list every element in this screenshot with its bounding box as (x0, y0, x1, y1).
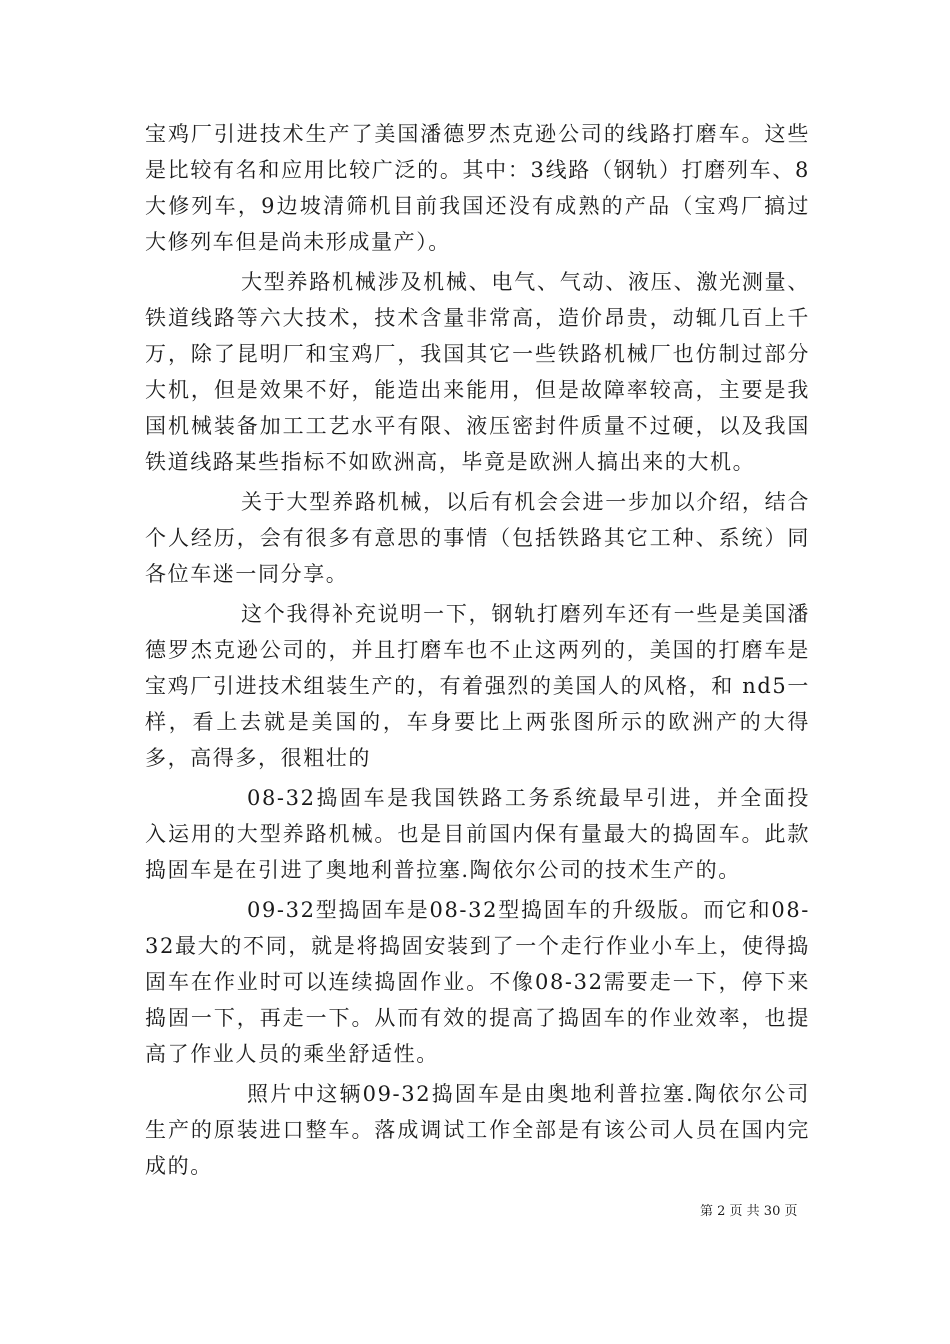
paragraph-6: 09-32型捣固车是08-32型捣固车的升级版。而它和08-32最大的不同，就是将捣固安装到了一个走行作业小车上，使得捣固车在作业时可以连续捣固作业。不像08-32需要走一下，停下来捣固一下，再走一下。从而有效的提高了捣固车的作业效率，也提高了作业人员的乘坐舒适性。 (145, 898, 810, 1066)
paragraph-3: 关于大型养路机械，以后有机会会进一步加以介绍，结合个人经历，会有很多有意思的事情（包括铁路其它工种、系统）同各位车迷一同分享。 (145, 490, 810, 586)
paragraph-4: 这个我得补充说明一下，钢轨打磨列车还有一些是美国潘德罗杰克逊公司的，并且打磨车也不止这两列的，美国的打磨车是宝鸡厂引进技术组装生产的，有着强烈的美国人的风格，和 nd5一样，看上去就是美国的，车身要比上两张图所示的欧洲产的大得多，高得多，很粗壮的 (145, 602, 810, 770)
page-number-footer: 第 2 页 共 30 页 (700, 1204, 798, 1219)
paragraph-1: 宝鸡厂引进技术生产了美国潘德罗杰克逊公司的线路打磨车。这些是比较有名和应用比较广泛的。其中：3线路（钢轨）打磨列车、8大修列车，9边坡清筛机目前我国还没有成熟的产品（宝鸡厂搞过大修列车但是尚未形成量产）。 (145, 122, 810, 254)
paragraph-5: 08-32捣固车是我国铁路工务系统最早引进，并全面投入运用的大型养路机械。也是目前国内保有量最大的捣固车。此款捣固车是在引进了奥地利普拉塞.陶依尔公司的技术生产的。 (145, 786, 810, 882)
paragraph-7: 照片中这辆09-32捣固车是由奥地利普拉塞.陶依尔公司生产的原装进口整车。落成调试工作全部是有该公司人员在国内完成的。 (145, 1082, 810, 1178)
paragraph-2: 大型养路机械涉及机械、电气、气动、液压、激光测量、铁道线路等六大技术，技术含量非常高，造价昂贵，动辄几百上千万，除了昆明厂和宝鸡厂，我国其它一些铁路机械厂也仿制过部分大机，但是效果不好，能造出来能用，但是故障率较高，主要是我国机械装备加工工艺水平有限、液压密封件质量不过硬，以及我国铁道线路某些指标不如欧洲高，毕竟是欧洲人搞出来的大机。 (145, 270, 810, 474)
document-body (145, 116, 810, 1184)
